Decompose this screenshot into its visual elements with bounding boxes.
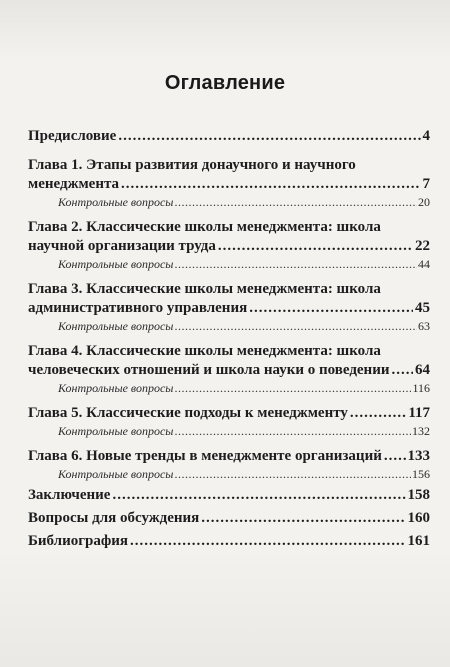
- toc-entry-title-line1: Глава 3. Классические школы менеджмента: школа: [28, 281, 381, 297]
- toc-line: [28, 486, 430, 505]
- toc-entry-title: Вопросы для обсуждения: [28, 510, 200, 526]
- leader-dots: [174, 466, 411, 482]
- toc-subentry-title: Контрольные вопросы: [58, 467, 174, 481]
- toc-subentry-questions: [28, 318, 430, 334]
- toc-line: [28, 532, 430, 551]
- leader-dots: [392, 361, 414, 380]
- toc-line: [28, 361, 430, 380]
- toc-entry-title-line1: Глава 1. Этапы развития донаучного и научного: [28, 157, 356, 173]
- leader-dots: [118, 127, 420, 146]
- toc-line: [28, 447, 430, 466]
- toc-page-number: 7: [422, 176, 430, 192]
- toc-line: [28, 404, 430, 423]
- toc-entry-title: Глава 6. Новые тренды в менеджменте организаций: [28, 448, 382, 464]
- toc-entry-title-line1: Глава 2. Классические школы менеджмента: школа: [28, 219, 381, 235]
- toc-subentry-questions: [28, 256, 430, 272]
- toc-entry-conclusion: [28, 486, 430, 505]
- leader-dots: [174, 423, 411, 439]
- toc-subentry-title: Контрольные вопросы: [58, 424, 174, 438]
- leader-dots: [174, 380, 411, 396]
- toc-page-number: 45: [415, 300, 430, 316]
- leader-dots: [121, 175, 420, 194]
- toc-subentry-questions: [28, 380, 430, 396]
- leader-dots: [218, 237, 413, 256]
- toc-entry-chapter-1: [28, 156, 430, 210]
- toc-entry-title: Библиография: [28, 533, 129, 549]
- toc-entry-title: Глава 5. Классические подходы к менеджменту: [28, 405, 348, 421]
- toc-subentry-questions: [28, 423, 430, 439]
- toc-entry-chapter-5: [28, 404, 430, 439]
- toc-page-number: 64: [415, 362, 430, 378]
- toc-subentry-title: Контрольные вопросы: [58, 195, 174, 209]
- toc-entry-discussion-questions: [28, 509, 430, 528]
- page-title: Оглавление: [164, 72, 286, 94]
- toc-page-number: 160: [407, 510, 430, 526]
- toc-page-number: 133: [407, 448, 430, 464]
- table-of-contents: [28, 127, 430, 551]
- toc-entry-title-line2: административного управления: [28, 300, 248, 316]
- toc-entry-bibliography: [28, 532, 430, 551]
- leader-dots: [249, 299, 413, 318]
- leader-dots: [384, 447, 406, 466]
- toc-entry-title-line1: Глава 4. Классические школы менеджмента: школа: [28, 343, 381, 359]
- toc-page-number: 4: [422, 128, 430, 144]
- toc-line: [28, 175, 430, 194]
- toc-entry-chapter-3: [28, 280, 430, 334]
- toc-entry-title: Предисловие: [28, 128, 117, 144]
- toc-line: [28, 237, 430, 256]
- toc-page-number: 161: [407, 533, 430, 549]
- toc-subentry-page: 132: [412, 424, 430, 438]
- leader-dots: [130, 532, 405, 551]
- leader-dots: [201, 509, 405, 528]
- toc-entry-title-line2: научной организации труда: [28, 238, 216, 254]
- toc-entry-chapter-6: [28, 447, 430, 482]
- toc-subentry-questions: [28, 194, 430, 210]
- toc-subentry-page: 20: [418, 195, 430, 209]
- toc-subentry-title: Контрольные вопросы: [58, 381, 174, 395]
- leader-dots: [174, 194, 417, 210]
- toc-entry-preface: [28, 127, 430, 146]
- toc-entry-title-line2: менеджмента: [28, 176, 120, 192]
- toc-entry-chapter-2: [28, 218, 430, 272]
- toc-subentry-title: Контрольные вопросы: [58, 257, 174, 271]
- toc-line: [28, 509, 430, 528]
- toc-page-number: 158: [407, 487, 430, 503]
- toc-line: [28, 299, 430, 318]
- leader-dots: [112, 486, 405, 505]
- toc-page-number: 117: [408, 405, 430, 421]
- leader-dots: [350, 404, 406, 423]
- toc-subentry-page: 44: [418, 257, 430, 271]
- toc-entry-title: Заключение: [28, 487, 111, 503]
- toc-subentry-page: 156: [412, 467, 430, 481]
- toc-subentry-page: 116: [412, 381, 430, 395]
- toc-entry-title-line2: человеческих отношений и школа науки о поведении: [28, 362, 390, 378]
- toc-entry-chapter-4: [28, 342, 430, 396]
- toc-line: [28, 127, 430, 146]
- leader-dots: [174, 318, 417, 334]
- toc-page-number: 22: [415, 238, 430, 254]
- toc-subentry-title: Контрольные вопросы: [58, 319, 174, 333]
- toc-subentry-page: 63: [418, 319, 430, 333]
- leader-dots: [174, 256, 417, 272]
- toc-subentry-questions: [28, 466, 430, 482]
